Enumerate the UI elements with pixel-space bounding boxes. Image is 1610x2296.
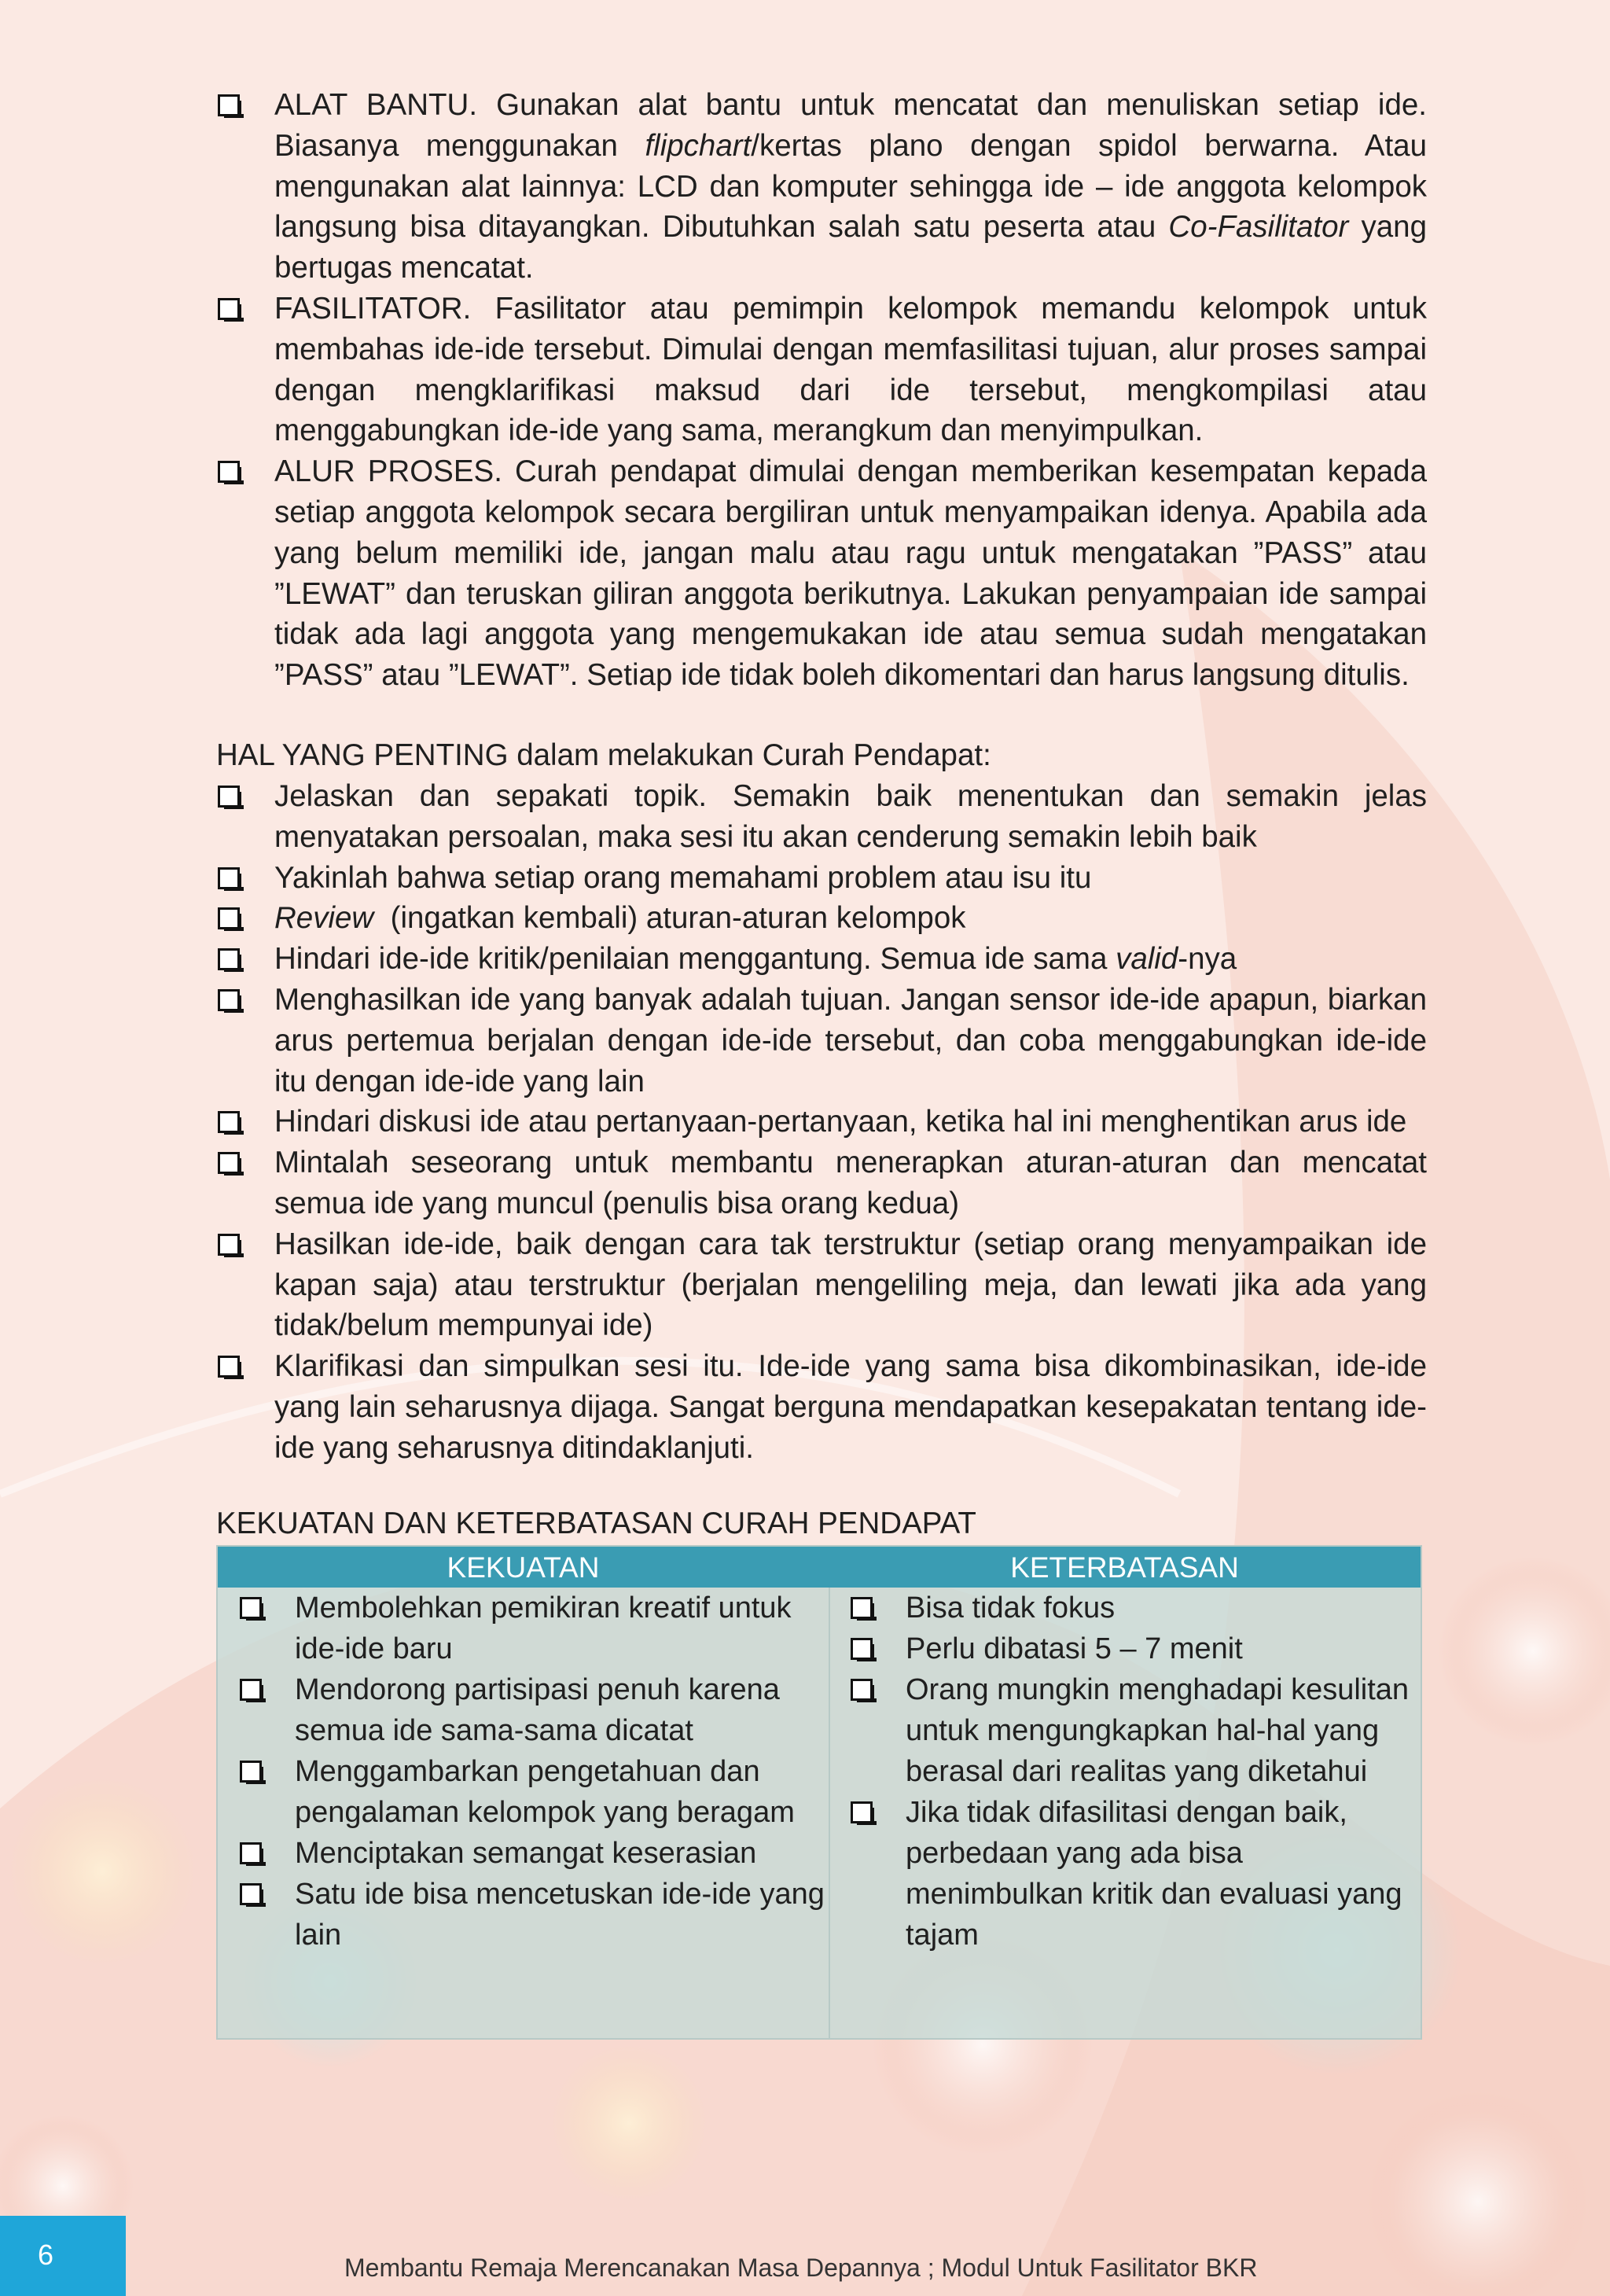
list-item <box>216 85 1427 289</box>
keterbatasan-list <box>849 1588 1421 1956</box>
item-text: Mendorong partisipasi penuh karena semua ide sama-sama dicatat <box>295 1673 780 1747</box>
checkbox-icon <box>240 1679 262 1701</box>
item-text: Menciptakan semangat keserasian <box>295 1837 757 1870</box>
item-text: FASILITATOR. Fasilitator atau pemimpin kelompok memandu kelompok untuk membahas ide-ide tersebut. Dimulai dengan memfasilitasi tujuan, alur proses sampai dengan mengklarifikasi maksud dari ide tersebut, mengkompilasi atau menggabungkan ide-ide yang sama, merangkum dan menyimpulkan. <box>274 291 1427 448</box>
list-item <box>238 1751 829 1833</box>
checkbox-icon <box>218 1356 240 1378</box>
item-text: Review (ingatkan kembali) aturan-aturan kelompok <box>274 901 966 936</box>
list-item <box>216 289 1427 451</box>
checkbox-icon <box>240 1842 262 1864</box>
checkbox-icon <box>218 989 240 1011</box>
table-body <box>218 1588 1421 2038</box>
checkbox-icon <box>218 786 240 808</box>
list-item <box>238 1588 829 1669</box>
item-text: Membolehkan pemikiran kreatif untuk ide-ide baru <box>295 1591 792 1665</box>
keterbatasan-column <box>829 1588 1421 2038</box>
item-text: Bisa tidak fokus <box>906 1591 1116 1624</box>
column-header-keterbatasan: KETERBATASAN <box>1010 1551 1239 1584</box>
item-text: ALAT BANTU. Gunakan alat bantu untuk mencatat dan menuliskan setiap ide. Biasanya menggunakan flipchart/kertas plano dengan spidol berwarna. Atau mengunakan alat lainnya: LCD dan komputer sehingga ide – ide anggota kelompok langsung bisa ditayangkan. Dibutuhkan salah satu peserta atau Co-Fasilitator yang bertugas mencatat. <box>274 88 1427 285</box>
item-text: Perlu dibatasi 5 – 7 menit <box>906 1632 1243 1665</box>
checkbox-icon <box>851 1801 873 1823</box>
column-header-kekuatan: KEKUATAN <box>447 1551 600 1584</box>
item-text: Satu ide bisa mencetuskan ide-ide yang lain <box>295 1878 825 1952</box>
list-item <box>849 1588 1421 1628</box>
list-item <box>216 898 1427 939</box>
item-text: Menghasilkan ide yang banyak adalah tujuan. Jangan sensor ide-ide apapun, biarkan arus pertemua berjalan dengan ide-ide tersebut, dan coba menggabungkan ide-ide itu dengan ide-ide yang lain <box>274 982 1427 1098</box>
item-text: Jika tidak difasilitasi dengan baik, perbedaan yang ada bisa menimbulkan kritik dan evaluasi yang tajam <box>906 1796 1402 1952</box>
top-list <box>216 85 1427 696</box>
item-text: Hindari diskusi ide atau pertanyaan-pertanyaan, ketika hal ini menghentikan arus ide <box>274 1105 1407 1139</box>
checkbox-icon <box>218 1152 240 1174</box>
item-text: Yakinlah bahwa setiap orang memahami problem atau isu itu <box>274 860 1092 895</box>
checkbox-icon <box>218 948 240 970</box>
item-text: Hasilkan ide-ide, baik dengan cara tak terstruktur (setiap orang menyampaikan ide kapan saja) atau terstruktur (berjalan mengeliling meja, dan lewati jika ada yang tidak/belum mempunyai ide) <box>274 1227 1427 1343</box>
item-text: Mintalah seseorang untuk membantu menerapkan aturan-aturan dan mencatat semua ide yang muncul (penulis bisa orang kedua) <box>274 1146 1427 1220</box>
checkbox-icon <box>240 1761 262 1783</box>
list-item <box>216 1346 1427 1468</box>
kekuatan-column <box>218 1588 829 2038</box>
list-item <box>216 858 1427 899</box>
table-header <box>218 1547 1421 1588</box>
checkbox-icon <box>218 907 240 929</box>
checkbox-icon <box>218 1234 240 1256</box>
item-text: ALUR PROSES. Curah pendapat dimulai dengan memberikan kesempatan kepada setiap anggota kelompok secara bergiliran untuk menyampaikan idenya. Apabila ada yang belum memiliki ide, jangan malu atau ragu untuk mengatakan ”PASS” atau ”LEWAT” dan teruskan giliran anggota berikutnya. Lakukan penyampaian ide sampai tidak ada lagi anggota yang mengemukakan ide atau semua sudah mengatakan ”PASS” atau ”LEWAT”. Setiap ide tidak boleh dikomentari dan harus langsung ditulis. <box>274 454 1427 693</box>
footer-title: Membantu Remaja Merencanakan Masa Depannya ; Modul Untuk Fasilitator BKR <box>344 2254 1258 2282</box>
list-item <box>849 1792 1421 1956</box>
list-item <box>216 980 1427 1102</box>
checkbox-icon <box>240 1597 262 1619</box>
important-heading: HAL YANG PENTING dalam melakukan Curah Pendapat: <box>216 738 991 772</box>
checkbox-icon <box>240 1883 262 1905</box>
list-item <box>216 1142 1427 1224</box>
checkbox-icon <box>218 94 240 116</box>
checkbox-icon <box>851 1638 873 1660</box>
item-text: Menggambarkan pengetahuan dan pengalaman kelompok yang beragam <box>295 1755 795 1829</box>
list-item <box>849 1669 1421 1792</box>
list-item <box>238 1833 829 1874</box>
checkbox-icon <box>218 867 240 889</box>
table-heading: KEKUATAN DAN KETERBATASAN CURAH PENDAPAT <box>216 1507 976 1540</box>
list-item <box>216 1224 1427 1346</box>
checkbox-icon <box>218 461 240 483</box>
list-item <box>216 451 1427 696</box>
list-item <box>238 1669 829 1751</box>
strength-limitation-table <box>216 1545 1422 2040</box>
item-text: Orang mungkin menghadapi kesulitan untuk mengungkapkan hal-hal yang berasal dari realitas yang diketahui <box>906 1673 1410 1788</box>
important-list <box>216 776 1427 1469</box>
checkbox-icon <box>851 1597 873 1619</box>
item-text: Jelaskan dan sepakati topik. Semakin baik menentukan dan semakin jelas menyatakan persoalan, maka sesi itu akan cenderung semakin lebih baik <box>274 779 1427 854</box>
item-text: Klarifikasi dan simpulkan sesi itu. Ide-ide yang sama bisa dikombinasikan, ide-ide yang lain seharusnya dijaga. Sangat berguna mendapatkan kesepakatan tentang ide-ide yang seharusnya ditindaklanjuti. <box>274 1349 1427 1465</box>
item-text: Hindari ide-ide kritik/penilaian menggantung. Semua ide sama valid-nya <box>274 942 1237 977</box>
list-item <box>216 1102 1427 1142</box>
list-item <box>238 1874 829 1956</box>
checkbox-icon <box>218 298 240 320</box>
page-number: 6 <box>0 2216 126 2296</box>
list-item <box>216 939 1427 980</box>
list-item <box>216 776 1427 858</box>
checkbox-icon <box>218 1111 240 1133</box>
list-item <box>849 1628 1421 1669</box>
kekuatan-list <box>238 1588 829 1956</box>
checkbox-icon <box>851 1679 873 1701</box>
